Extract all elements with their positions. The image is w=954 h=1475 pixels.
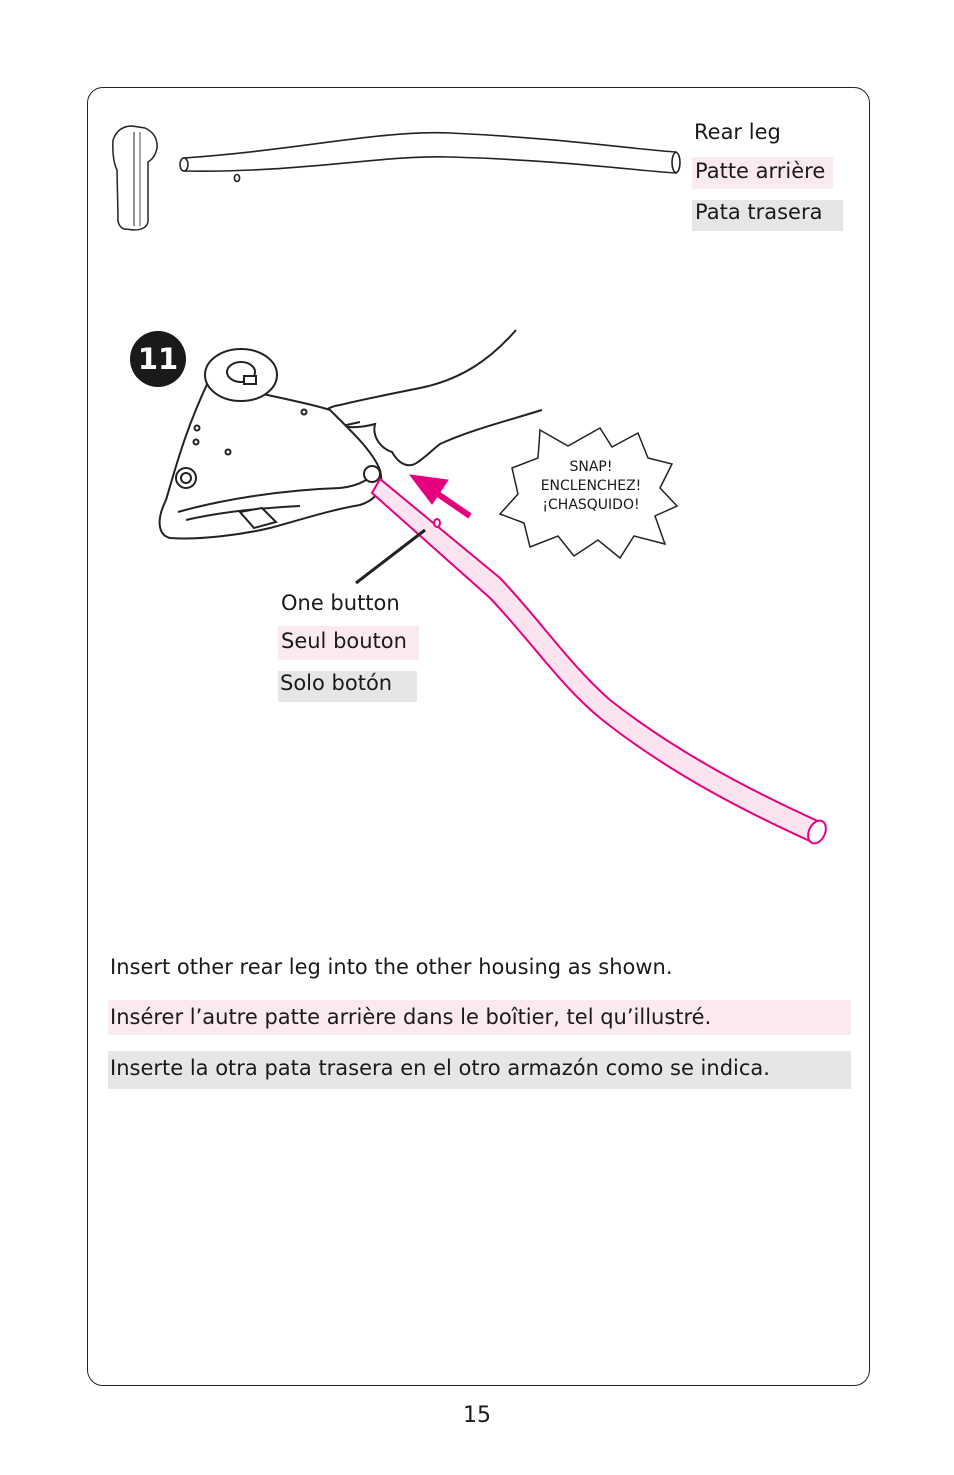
button-label-en: One button [281, 591, 400, 615]
page-number: 15 [463, 1403, 491, 1428]
snap-en: SNAP! [569, 459, 613, 475]
snap-text [520, 458, 662, 515]
instruction-es: Inserte la otra pata trasera en el otro armazón como se indica. [108, 1051, 851, 1089]
part-label-en: Rear leg [694, 120, 781, 144]
button-label-es: Solo botón [278, 671, 417, 702]
part-label-fr: Patte arrière [692, 157, 833, 189]
snap-es: ¡CHASQUIDO! [542, 497, 640, 513]
snap-fr: ENCLENCHEZ! [540, 478, 642, 494]
button-label-fr: Seul bouton [278, 626, 419, 660]
housing-drawing [160, 349, 382, 538]
insert-arrow [410, 475, 470, 516]
housing-part-icon [113, 126, 157, 230]
part-label-es: Pata trasera [692, 200, 843, 231]
rear-leg-part [180, 133, 680, 182]
button-callout-line [356, 530, 425, 583]
step-number: 11 [137, 342, 179, 376]
instruction-fr: Insérer l’autre patte arrière dans le boîtier, tel qu’illustré. [108, 1000, 851, 1035]
instruction-en: Insert other rear leg into the other housing as shown. [110, 955, 673, 979]
